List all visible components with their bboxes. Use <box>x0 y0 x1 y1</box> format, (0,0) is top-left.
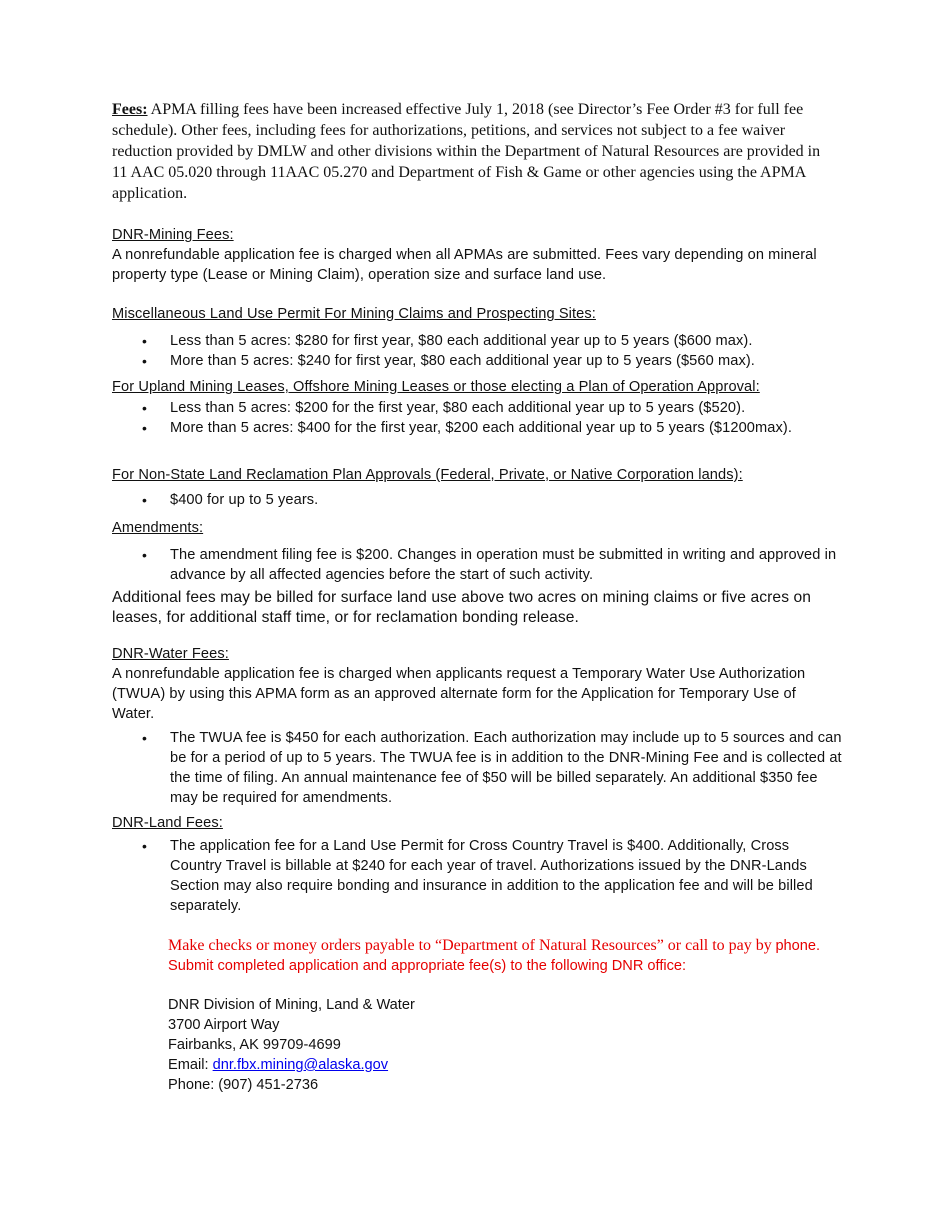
office-name: DNR Division of Mining, Land & Water <box>168 997 415 1013</box>
water-fees-heading: DNR-Water Fees: <box>112 646 229 662</box>
land-fees-list <box>112 836 842 916</box>
list-item: • The application fee for a Land Use Permit for Cross Country Travel is $400. Additionally, Cross Country Travel is billable at $240 for each year of travel. Authorizations issued by the DNR-Lands Section may also require bonding and insurance in addition to the application fee and will be billed separately. <box>112 836 842 916</box>
upland-leases-list <box>112 398 842 438</box>
office-city: Fairbanks, AK 99709-4699 <box>168 1037 341 1053</box>
misc-permit-section <box>112 304 842 371</box>
land-fees-heading: DNR-Land Fees: <box>112 815 223 831</box>
water-fees-list <box>112 728 842 808</box>
non-state-section <box>112 465 842 510</box>
payment-instructions-line2: phone. Submit completed application and appropriate fee(s) to the following DNR office: <box>168 938 821 974</box>
list-item: • $400 for up to 5 years. <box>112 490 842 510</box>
amendments-heading: Amendments: <box>112 520 204 536</box>
water-fees-text: A nonrefundable application fee is charged when applicants request a Temporary Water Use Authorization (TWUA) by using this APMA form as an approved alternate form for the Application for Temporary Use of Water. <box>112 666 806 722</box>
non-state-list <box>112 490 842 510</box>
mining-fees-heading: DNR-Mining Fees: <box>112 227 234 243</box>
upland-leases-section <box>112 377 842 438</box>
list-item: • More than 5 acres: $240 for first year, $80 each additional year up to 5 years ($560 max). <box>112 351 842 371</box>
water-fees-section <box>112 644 842 808</box>
fees-label: Fees: <box>112 101 148 118</box>
payment-instructions-line1: Make checks or money orders payable to “Department of Natural Resources” or call to pay by <box>168 937 772 954</box>
dnr-office-address <box>168 995 415 1095</box>
amendments-list <box>112 545 842 585</box>
list-item: • More than 5 acres: $400 for the first year, $200 each additional year up to 5 years ($1200max). <box>112 418 842 438</box>
office-email <box>168 1055 415 1075</box>
list-item: • The TWUA fee is $450 for each authorization. Each authorization may include up to 5 sources and can be for a period of up to 5 years. The TWUA fee is in addition to the DNR-Mining Fee and is collected at the time of filing. An annual maintenance fee of $50 will be billed separately. An additional $350 fee may be required for amendments. <box>112 728 842 808</box>
payment-instructions <box>168 936 858 976</box>
misc-permit-heading: Miscellaneous Land Use Permit For Mining Claims and Prospecting Sites: <box>112 306 596 322</box>
email-label: Email: <box>168 1057 213 1073</box>
non-state-heading: For Non-State Land Reclamation Plan Approvals (Federal, Private, or Native Corporation lands): <box>112 467 743 483</box>
list-item: • Less than 5 acres: $280 for first year, $80 each additional year up to 5 years ($600 max). <box>112 331 842 351</box>
fees-intro <box>112 99 824 204</box>
fees-text: APMA filling fees have been increased effective July 1, 2018 (see Director’s Fee Order #3 for full fee schedule). Other fees, including fees for authorizations, petitions, and services not subject to a fee waiver reduction provided by DMLW and other divisions within the Department of Natural Resources are provided in 11 AAC 05.020 through 11AAC 05.270 and Department of Fish & Game or other agencies using the APMA application. <box>112 101 821 202</box>
list-item: • The amendment filing fee is $200. Changes in operation must be submitted in writing and approved in advance by all affected agencies before the start of such activity. <box>112 545 842 585</box>
mining-fees-text: A nonrefundable application fee is charged when all APMAs are submitted. Fees vary depending on mineral property type (Lease or Mining Claim), operation size and surface land use. <box>112 247 817 283</box>
amendments-section <box>112 518 842 585</box>
office-phone: Phone: (907) 451-2736 <box>168 1077 319 1093</box>
land-fees-section <box>112 813 842 916</box>
additional-fees-note: Additional fees may be billed for surface land use above two acres on mining claims or five acres on leases, for additional staff time, or for reclamation bonding release. <box>112 589 812 626</box>
mining-fees-section <box>112 225 842 285</box>
upland-leases-heading: For Upland Mining Leases, Offshore Mining Leases or those electing a Plan of Operation Approval: <box>112 379 760 395</box>
office-street: 3700 Airport Way <box>168 1017 280 1033</box>
misc-permit-list <box>112 331 842 371</box>
email-link[interactable]: dnr.fbx.mining@alaska.gov <box>212 1057 389 1073</box>
list-item: • Less than 5 acres: $200 for the first year, $80 each additional year up to 5 years ($520). <box>112 398 842 418</box>
